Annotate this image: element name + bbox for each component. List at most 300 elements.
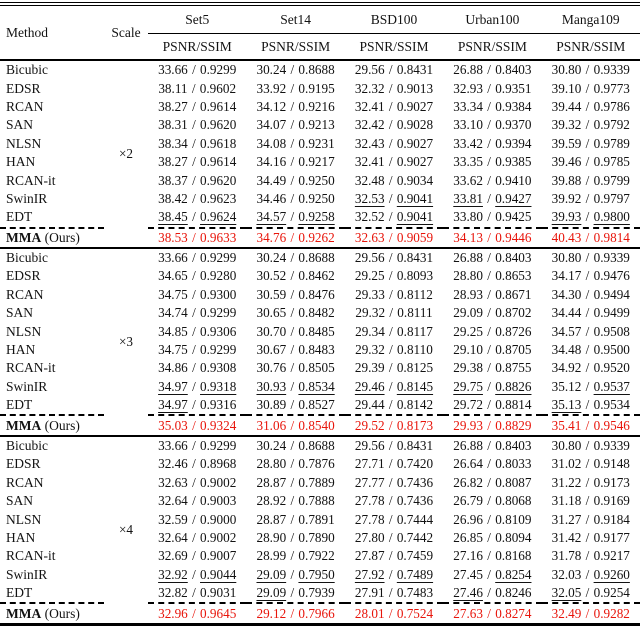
psnr-ssim-cell — [246, 98, 344, 116]
value-separator: / — [385, 456, 396, 472]
ssim-value: 0.9500 — [593, 342, 630, 358]
psnr-ssim-cell — [443, 171, 541, 189]
value-separator: / — [385, 474, 396, 490]
ssim-value: 0.9148 — [593, 456, 630, 472]
value-separator: / — [385, 585, 396, 601]
psnr-ssim-cell — [542, 492, 640, 510]
psnr-ssim-cell — [542, 436, 640, 455]
value-separator: / — [188, 323, 200, 339]
value-separator: / — [582, 80, 593, 96]
method-cell — [0, 79, 104, 97]
method-cell — [0, 304, 104, 322]
col-header-dataset-manga109: Manga109 — [542, 4, 640, 34]
ssim-value: 0.9324 — [200, 417, 237, 433]
psnr-ssim-cell — [148, 190, 246, 208]
psnr-ssim-cell — [246, 228, 344, 248]
psnr-ssim-cell — [443, 603, 541, 624]
psnr-ssim-cell — [148, 529, 246, 547]
ssim-value: 0.8093 — [396, 268, 434, 284]
psnr-ssim-cell — [148, 228, 246, 248]
value-separator: / — [188, 529, 200, 545]
ssim-value: 0.8476 — [298, 286, 335, 302]
psnr-value: 27.46 — [453, 585, 483, 601]
psnr-ssim-cell — [443, 378, 541, 396]
value-separator: / — [287, 511, 298, 527]
ssim-value: 0.7483 — [396, 585, 434, 601]
value-separator: / — [385, 529, 396, 545]
ssim-value: 0.9499 — [593, 305, 630, 321]
psnr-value: 39.88 — [551, 172, 582, 188]
psnr-value: 33.10 — [453, 117, 483, 133]
psnr-ssim-cell — [542, 190, 640, 208]
table-row — [0, 378, 640, 396]
ssim-value: 0.8431 — [396, 438, 434, 453]
psnr-ssim-cell — [443, 228, 541, 248]
method-cell — [0, 267, 104, 285]
ssim-value: 0.8111 — [397, 305, 433, 321]
psnr-ssim-cell — [345, 116, 443, 134]
psnr-value: 39.92 — [551, 190, 582, 206]
psnr-value: 34.74 — [158, 305, 188, 321]
value-separator: / — [582, 286, 593, 302]
ssim-value: 0.9773 — [593, 80, 630, 96]
psnr-ssim-cell — [246, 547, 344, 565]
ssim-value: 0.8087 — [495, 474, 532, 490]
value-separator: / — [287, 172, 298, 188]
value-separator: / — [188, 397, 200, 413]
table-row — [0, 190, 640, 208]
psnr-value: 29.52 — [354, 417, 385, 433]
psnr-value: 38.31 — [158, 117, 188, 133]
ssim-value: 0.9814 — [593, 229, 630, 245]
psnr-value: 34.57 — [256, 209, 287, 225]
ssim-value: 0.9041 — [396, 190, 434, 206]
table-row-ours — [0, 603, 640, 624]
value-separator: / — [483, 474, 495, 490]
ssim-value: 0.9299 — [200, 305, 237, 321]
psnr-value: 27.87 — [354, 548, 385, 564]
psnr-value: 31.02 — [551, 456, 582, 472]
value-separator: / — [483, 566, 495, 582]
value-separator: / — [582, 209, 593, 225]
value-separator: / — [582, 229, 593, 245]
value-separator: / — [483, 117, 495, 133]
ssim-value: 0.9645 — [200, 605, 237, 621]
ssim-value: 0.9003 — [200, 493, 237, 509]
col-header-dataset-set14: Set14 — [246, 4, 344, 34]
value-separator: / — [483, 417, 495, 433]
psnr-ssim-cell — [443, 529, 541, 547]
psnr-ssim-cell — [542, 60, 640, 79]
method-cell — [0, 98, 104, 116]
value-separator: / — [287, 605, 298, 621]
value-separator: / — [385, 397, 396, 413]
value-separator: / — [582, 438, 593, 453]
psnr-ssim-cell — [246, 322, 344, 340]
value-separator: / — [188, 566, 200, 582]
psnr-value: 39.10 — [551, 80, 582, 96]
value-separator: / — [287, 209, 298, 225]
value-separator: / — [582, 268, 593, 284]
psnr-ssim-cell — [246, 116, 344, 134]
psnr-ssim-cell — [345, 60, 443, 79]
value-separator: / — [582, 154, 593, 170]
table-row — [0, 584, 640, 603]
ssim-value: 0.7489 — [396, 566, 434, 582]
psnr-value: 27.92 — [354, 566, 385, 582]
psnr-ssim-cell — [345, 492, 443, 510]
ssim-value: 0.9476 — [593, 268, 630, 284]
psnr-value: 27.63 — [453, 605, 483, 621]
psnr-value: 32.63 — [354, 229, 385, 245]
psnr-ssim-cell — [246, 359, 344, 377]
value-separator: / — [582, 548, 593, 564]
value-separator: / — [582, 378, 593, 394]
psnr-value: 32.03 — [551, 566, 582, 582]
psnr-value: 38.45 — [158, 209, 188, 225]
psnr-value: 32.41 — [354, 98, 385, 114]
psnr-ssim-cell — [542, 228, 640, 248]
psnr-value: 32.52 — [354, 209, 385, 225]
value-separator: / — [385, 154, 396, 170]
psnr-ssim-cell — [443, 60, 541, 79]
psnr-ssim-cell — [443, 436, 541, 455]
col-header-metric: PSNR/SSIM — [246, 34, 344, 61]
psnr-ssim-cell — [345, 190, 443, 208]
ssim-value: 0.8403 — [495, 250, 532, 266]
method-name: EDT — [6, 585, 33, 601]
value-separator: / — [582, 585, 593, 601]
value-separator: / — [483, 190, 495, 206]
psnr-ssim-cell — [148, 171, 246, 189]
ssim-value: 0.8540 — [298, 417, 335, 433]
table-row — [0, 286, 640, 304]
method-cell — [0, 547, 104, 565]
value-separator: / — [483, 286, 495, 302]
ssim-value: 0.9034 — [396, 172, 434, 188]
psnr-value: 30.80 — [551, 62, 582, 78]
method-name: RCAN — [6, 98, 44, 114]
method-name: SwinIR — [6, 566, 48, 582]
psnr-value: 27.16 — [453, 548, 483, 564]
psnr-value: 26.64 — [453, 456, 483, 472]
psnr-ssim-cell — [345, 603, 443, 624]
psnr-ssim-cell — [443, 190, 541, 208]
col-header-scale: Scale — [104, 4, 148, 60]
psnr-ssim-cell — [148, 60, 246, 79]
psnr-value: 39.93 — [551, 209, 582, 225]
value-separator: / — [483, 62, 495, 78]
psnr-ssim-cell — [542, 153, 640, 171]
method-name: RCAN — [6, 474, 44, 490]
method-cell — [0, 208, 104, 227]
psnr-value: 32.43 — [354, 135, 385, 151]
ssim-value: 0.9195 — [298, 80, 335, 96]
psnr-value: 34.17 — [551, 268, 582, 284]
ssim-value: 0.9184 — [593, 511, 630, 527]
value-separator: / — [287, 286, 298, 302]
col-header-metric: PSNR/SSIM — [345, 34, 443, 61]
psnr-ssim-cell — [148, 322, 246, 340]
ssim-value: 0.9177 — [593, 529, 630, 545]
psnr-ssim-cell — [443, 267, 541, 285]
value-separator: / — [385, 548, 396, 564]
psnr-value: 30.80 — [551, 438, 582, 453]
value-separator: / — [483, 342, 495, 358]
psnr-value: 28.80 — [453, 268, 483, 284]
psnr-ssim-cell — [542, 474, 640, 492]
ssim-value: 0.7939 — [298, 585, 335, 601]
method-name: EDT — [6, 209, 33, 225]
ssim-value: 0.8702 — [495, 305, 532, 321]
table-row — [0, 79, 640, 97]
psnr-ssim-cell — [345, 208, 443, 227]
psnr-ssim-cell — [345, 474, 443, 492]
ssim-value: 0.9028 — [396, 117, 434, 133]
ssim-value: 0.8110 — [397, 342, 433, 358]
method-cell — [0, 396, 104, 415]
ssim-value: 0.9339 — [593, 250, 630, 266]
psnr-value: 32.53 — [354, 190, 385, 206]
ssim-value: 0.9633 — [200, 229, 237, 245]
ssim-value: 0.8829 — [495, 417, 532, 433]
psnr-value: 26.88 — [453, 250, 483, 266]
col-header-metric: PSNR/SSIM — [443, 34, 541, 61]
value-separator: / — [188, 585, 200, 601]
value-separator: / — [582, 529, 593, 545]
value-separator: / — [287, 566, 298, 582]
psnr-ssim-cell — [542, 603, 640, 624]
method-cell — [0, 378, 104, 396]
psnr-ssim-cell — [345, 566, 443, 584]
psnr-ssim-cell — [148, 304, 246, 322]
value-separator: / — [287, 438, 298, 453]
psnr-value: 33.92 — [256, 80, 287, 96]
psnr-ssim-cell — [542, 510, 640, 528]
value-separator: / — [582, 456, 593, 472]
method-cell — [0, 566, 104, 584]
value-separator: / — [385, 605, 396, 621]
psnr-ssim-cell — [542, 341, 640, 359]
value-separator: / — [582, 511, 593, 527]
psnr-value: 38.37 — [158, 172, 188, 188]
table-row — [0, 492, 640, 510]
ssim-value: 0.8274 — [495, 605, 532, 621]
psnr-ssim-cell — [542, 529, 640, 547]
ssim-value: 0.9250 — [298, 190, 335, 206]
value-separator: / — [188, 378, 200, 394]
method-name: MMA — [6, 417, 42, 433]
table-row — [0, 359, 640, 377]
ssim-value: 0.9299 — [200, 342, 237, 358]
psnr-value: 33.66 — [158, 438, 188, 453]
psnr-ssim-cell — [148, 378, 246, 396]
table-row — [0, 208, 640, 227]
method-name: HAN — [6, 342, 36, 358]
psnr-ssim-cell — [443, 286, 541, 304]
value-separator: / — [287, 456, 298, 472]
psnr-value: 27.77 — [354, 474, 385, 490]
psnr-ssim-cell — [148, 208, 246, 227]
psnr-value: 31.06 — [256, 417, 287, 433]
psnr-value: 38.42 — [158, 190, 188, 206]
ssim-value: 0.9306 — [200, 323, 237, 339]
psnr-ssim-cell — [542, 455, 640, 473]
value-separator: / — [188, 229, 200, 245]
ssim-value: 0.7524 — [396, 605, 434, 621]
table-row — [0, 455, 640, 473]
ssim-value: 0.8033 — [495, 456, 532, 472]
ssim-value: 0.8534 — [298, 378, 335, 394]
value-separator: / — [188, 417, 200, 433]
psnr-value: 34.48 — [551, 342, 582, 358]
value-separator: / — [385, 493, 396, 509]
ssim-value: 0.8968 — [200, 456, 237, 472]
psnr-ssim-cell — [443, 341, 541, 359]
col-header-dataset-bsd100: BSD100 — [345, 4, 443, 34]
value-separator: / — [188, 456, 200, 472]
psnr-ssim-cell — [443, 359, 541, 377]
value-separator: / — [385, 438, 396, 453]
psnr-ssim-cell — [345, 98, 443, 116]
psnr-ssim-cell — [148, 603, 246, 624]
psnr-value: 26.88 — [453, 438, 483, 453]
psnr-value: 38.11 — [158, 80, 188, 96]
ssim-value: 0.9262 — [298, 229, 335, 245]
ssim-value: 0.9002 — [200, 474, 237, 490]
value-separator: / — [188, 135, 200, 151]
ssim-value: 0.9520 — [593, 360, 630, 376]
ssim-value: 0.9280 — [200, 268, 237, 284]
ssim-value: 0.9427 — [495, 190, 532, 206]
psnr-ssim-cell — [246, 436, 344, 455]
value-separator: / — [483, 172, 495, 188]
psnr-ssim-cell — [443, 396, 541, 415]
ssim-value: 0.9370 — [495, 117, 532, 133]
psnr-value: 29.09 — [256, 585, 287, 601]
ssim-value: 0.9282 — [593, 605, 630, 621]
ssim-value: 0.7888 — [298, 493, 335, 509]
ssim-value: 0.9620 — [200, 117, 237, 133]
psnr-value: 34.13 — [453, 229, 483, 245]
ssim-value: 0.9213 — [298, 117, 335, 133]
psnr-value: 31.22 — [551, 474, 582, 490]
psnr-ssim-cell — [542, 304, 640, 322]
method-cell — [0, 584, 104, 603]
psnr-ssim-cell — [345, 228, 443, 248]
value-separator: / — [188, 250, 200, 266]
psnr-value: 30.24 — [256, 438, 287, 453]
psnr-ssim-cell — [246, 171, 344, 189]
value-separator: / — [287, 268, 298, 284]
value-separator: / — [385, 80, 396, 96]
value-separator: / — [188, 98, 200, 114]
psnr-ssim-cell — [443, 415, 541, 435]
ssim-value: 0.9173 — [593, 474, 630, 490]
ssim-value: 0.9339 — [593, 438, 630, 453]
ssim-value: 0.9394 — [495, 135, 532, 151]
psnr-value: 29.56 — [354, 62, 385, 78]
psnr-ssim-cell — [345, 359, 443, 377]
ssim-value: 0.9169 — [593, 493, 630, 509]
method-name: MMA — [6, 229, 42, 245]
psnr-value: 29.38 — [453, 360, 483, 376]
ssim-value: 0.9059 — [396, 229, 434, 245]
psnr-ssim-cell — [443, 547, 541, 565]
method-cell — [0, 359, 104, 377]
ssim-value: 0.9785 — [593, 154, 630, 170]
ssim-value: 0.9623 — [200, 190, 237, 206]
psnr-ssim-cell — [246, 396, 344, 415]
psnr-value: 31.18 — [551, 493, 582, 509]
method-name: EDSR — [6, 80, 41, 96]
value-separator: / — [483, 98, 495, 114]
value-separator: / — [582, 417, 593, 433]
value-separator: / — [385, 172, 396, 188]
method-name: SwinIR — [6, 190, 48, 206]
benchmark-results-table — [0, 2, 640, 626]
psnr-value: 29.56 — [354, 438, 385, 453]
method-cell — [0, 60, 104, 79]
psnr-ssim-cell — [246, 378, 344, 396]
psnr-ssim-cell — [345, 510, 443, 528]
psnr-value: 32.64 — [158, 493, 188, 509]
value-separator: / — [483, 511, 495, 527]
value-separator: / — [582, 566, 593, 582]
method-note: (Ours) — [41, 417, 80, 433]
psnr-value: 38.27 — [158, 154, 188, 170]
method-name: SAN — [6, 117, 34, 133]
value-separator: / — [483, 605, 495, 621]
ssim-value: 0.8173 — [396, 417, 434, 433]
col-header-method: Method — [0, 4, 104, 60]
ssim-value: 0.8462 — [298, 268, 335, 284]
ssim-value: 0.9217 — [593, 548, 630, 564]
table-row — [0, 116, 640, 134]
ssim-value: 0.9002 — [200, 529, 237, 545]
ssim-value: 0.7966 — [298, 605, 335, 621]
psnr-ssim-cell — [345, 436, 443, 455]
psnr-value: 30.24 — [256, 250, 287, 266]
psnr-ssim-cell — [148, 396, 246, 415]
psnr-value: 26.79 — [453, 493, 483, 509]
method-note: (Ours) — [41, 605, 80, 621]
method-name: RCAN-it — [6, 548, 56, 564]
psnr-ssim-cell — [148, 566, 246, 584]
value-separator: / — [188, 80, 199, 96]
value-separator: / — [483, 456, 495, 472]
psnr-ssim-cell — [542, 415, 640, 435]
psnr-ssim-cell — [542, 208, 640, 227]
psnr-value: 33.62 — [453, 172, 483, 188]
value-separator: / — [582, 493, 593, 509]
ssim-value: 0.9027 — [396, 135, 434, 151]
psnr-ssim-cell — [542, 378, 640, 396]
ssim-value: 0.9000 — [200, 511, 237, 527]
value-separator: / — [188, 209, 200, 225]
psnr-value: 27.78 — [354, 493, 385, 509]
value-separator: / — [188, 190, 200, 206]
psnr-value: 29.72 — [453, 397, 483, 413]
psnr-ssim-cell — [246, 267, 344, 285]
method-name: HAN — [6, 529, 36, 545]
psnr-ssim-cell — [246, 415, 344, 435]
ssim-value: 0.9260 — [593, 566, 630, 582]
psnr-value: 33.66 — [158, 62, 188, 78]
psnr-ssim-cell — [443, 248, 541, 267]
psnr-value: 34.07 — [256, 117, 287, 133]
ssim-value: 0.9797 — [593, 190, 630, 206]
